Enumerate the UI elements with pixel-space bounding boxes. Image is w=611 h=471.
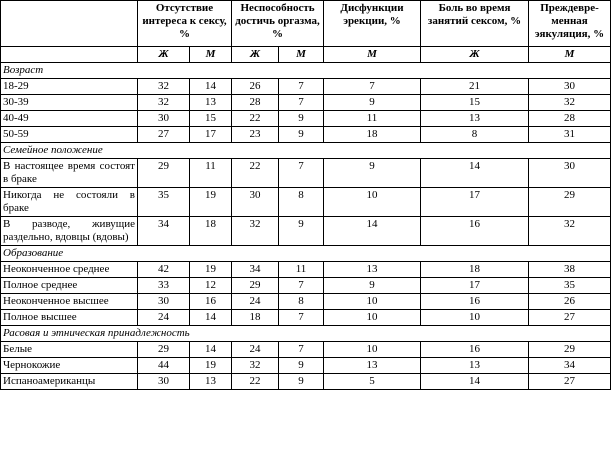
header-erectile: Дисфункции эрекции, % [324, 1, 421, 47]
cell-value: 17 [421, 188, 529, 217]
cell-value: 30 [529, 79, 611, 95]
cell-value: 19 [190, 188, 232, 217]
cell-value: 26 [529, 294, 611, 310]
sex-female: Ж [232, 47, 279, 63]
cell-value: 9 [324, 95, 421, 111]
cell-value: 9 [279, 127, 324, 143]
cell-value: 30 [232, 188, 279, 217]
section-title: Возраст [1, 63, 611, 79]
cell-value: 18 [190, 217, 232, 246]
cell-value: 22 [232, 374, 279, 390]
cell-value: 8 [279, 188, 324, 217]
header-no-interest: Отсутствие интереса к сексу, % [138, 1, 232, 47]
header-pain: Боль во время занятий сексом, % [421, 1, 529, 47]
cell-value: 9 [324, 278, 421, 294]
sex-male: М [190, 47, 232, 63]
table-row [1, 262, 611, 278]
cell-value: 34 [232, 262, 279, 278]
cell-value: 44 [138, 358, 190, 374]
cell-value: 32 [529, 95, 611, 111]
cell-value: 17 [421, 278, 529, 294]
cell-value: 5 [324, 374, 421, 390]
cell-value: 16 [421, 217, 529, 246]
row-label: Полное высшее [1, 310, 138, 326]
cell-value: 29 [232, 278, 279, 294]
cell-value: 12 [190, 278, 232, 294]
cell-value: 29 [529, 188, 611, 217]
table-row [1, 310, 611, 326]
sex-female: Ж [138, 47, 190, 63]
cell-value: 24 [138, 310, 190, 326]
table-row [1, 79, 611, 95]
cell-value: 11 [324, 111, 421, 127]
table-row [1, 217, 611, 246]
cell-value: 9 [279, 374, 324, 390]
cell-value: 34 [529, 358, 611, 374]
table-row [1, 127, 611, 143]
cell-value: 10 [324, 188, 421, 217]
cell-value: 30 [138, 111, 190, 127]
cell-value: 18 [421, 262, 529, 278]
cell-value: 29 [138, 159, 190, 188]
cell-value: 14 [324, 217, 421, 246]
row-label: В настоящее время состоят в браке [1, 159, 138, 188]
cell-value: 13 [324, 262, 421, 278]
row-label: Белые [1, 342, 138, 358]
cell-value: 33 [138, 278, 190, 294]
cell-value: 32 [529, 217, 611, 246]
cell-value: 10 [324, 294, 421, 310]
table-header [1, 1, 611, 63]
cell-value: 27 [529, 310, 611, 326]
row-label: Испаноамериканцы [1, 374, 138, 390]
row-label: Полное среднее [1, 278, 138, 294]
cell-value: 16 [421, 342, 529, 358]
cell-value: 18 [324, 127, 421, 143]
cell-value: 28 [529, 111, 611, 127]
sex-female: Ж [421, 47, 529, 63]
sex-blank [1, 47, 138, 63]
cell-value: 15 [190, 111, 232, 127]
row-label: 50-59 [1, 127, 138, 143]
cell-value: 8 [279, 294, 324, 310]
cell-value: 9 [279, 111, 324, 127]
cell-value: 30 [138, 294, 190, 310]
cell-value: 10 [324, 342, 421, 358]
section-title: Образование [1, 246, 611, 262]
section-title: Расовая и этническая принадлежность [1, 326, 611, 342]
cell-value: 32 [232, 358, 279, 374]
cell-value: 28 [232, 95, 279, 111]
cell-value: 26 [232, 79, 279, 95]
cell-value: 24 [232, 342, 279, 358]
header-no-orgasm: Неспособность достичь оргазма, % [232, 1, 324, 47]
cell-value: 7 [324, 79, 421, 95]
cell-value: 22 [232, 159, 279, 188]
cell-value: 16 [421, 294, 529, 310]
cell-value: 8 [421, 127, 529, 143]
cell-value: 7 [279, 278, 324, 294]
cell-value: 42 [138, 262, 190, 278]
cell-value: 18 [232, 310, 279, 326]
table-row [1, 95, 611, 111]
row-label: В разводе, живущие раздельно, вдовцы (вдовы) [1, 217, 138, 246]
header-premature: Преждевре-менная эякуляция, % [529, 1, 611, 47]
row-label: Никогда не состояли в браке [1, 188, 138, 217]
table-row [1, 358, 611, 374]
cell-value: 9 [279, 217, 324, 246]
cell-value: 9 [279, 358, 324, 374]
cell-value: 29 [529, 342, 611, 358]
table-row [1, 294, 611, 310]
row-label: Неоконченное среднее [1, 262, 138, 278]
cell-value: 14 [421, 374, 529, 390]
cell-value: 7 [279, 310, 324, 326]
cell-value: 10 [421, 310, 529, 326]
table-row [1, 278, 611, 294]
cell-value: 30 [138, 374, 190, 390]
cell-value: 14 [190, 310, 232, 326]
cell-value: 13 [190, 95, 232, 111]
table-row [1, 374, 611, 390]
table-row [1, 188, 611, 217]
cell-value: 9 [324, 159, 421, 188]
cell-value: 7 [279, 342, 324, 358]
cell-value: 32 [138, 79, 190, 95]
cell-value: 16 [190, 294, 232, 310]
table-body [1, 63, 611, 390]
cell-value: 13 [324, 358, 421, 374]
row-label: 18-29 [1, 79, 138, 95]
cell-value: 23 [232, 127, 279, 143]
sex-male: М [324, 47, 421, 63]
cell-value: 7 [279, 79, 324, 95]
row-label: Неоконченное высшее [1, 294, 138, 310]
cell-value: 10 [324, 310, 421, 326]
row-label: 40-49 [1, 111, 138, 127]
cell-value: 31 [529, 127, 611, 143]
header-blank [1, 1, 138, 47]
sex-male: М [279, 47, 324, 63]
table-row [1, 342, 611, 358]
cell-value: 7 [279, 95, 324, 111]
cell-value: 14 [421, 159, 529, 188]
cell-value: 35 [529, 278, 611, 294]
cell-value: 11 [279, 262, 324, 278]
sex-male: М [529, 47, 611, 63]
cell-value: 24 [232, 294, 279, 310]
table-row [1, 111, 611, 127]
cell-value: 13 [421, 111, 529, 127]
cell-value: 15 [421, 95, 529, 111]
cell-value: 35 [138, 188, 190, 217]
cell-value: 14 [190, 79, 232, 95]
cell-value: 17 [190, 127, 232, 143]
cell-value: 21 [421, 79, 529, 95]
cell-value: 13 [421, 358, 529, 374]
cell-value: 11 [190, 159, 232, 188]
cell-value: 38 [529, 262, 611, 278]
cell-value: 22 [232, 111, 279, 127]
row-label: Чернокожие [1, 358, 138, 374]
cell-value: 32 [232, 217, 279, 246]
table-row [1, 159, 611, 188]
cell-value: 32 [138, 95, 190, 111]
cell-value: 34 [138, 217, 190, 246]
cell-value: 27 [138, 127, 190, 143]
cell-value: 7 [279, 159, 324, 188]
cell-value: 19 [190, 262, 232, 278]
section-title: Семейное положение [1, 143, 611, 159]
cell-value: 19 [190, 358, 232, 374]
cell-value: 14 [190, 342, 232, 358]
cell-value: 13 [190, 374, 232, 390]
cell-value: 29 [138, 342, 190, 358]
cell-value: 30 [529, 159, 611, 188]
row-label: 30-39 [1, 95, 138, 111]
cell-value: 27 [529, 374, 611, 390]
